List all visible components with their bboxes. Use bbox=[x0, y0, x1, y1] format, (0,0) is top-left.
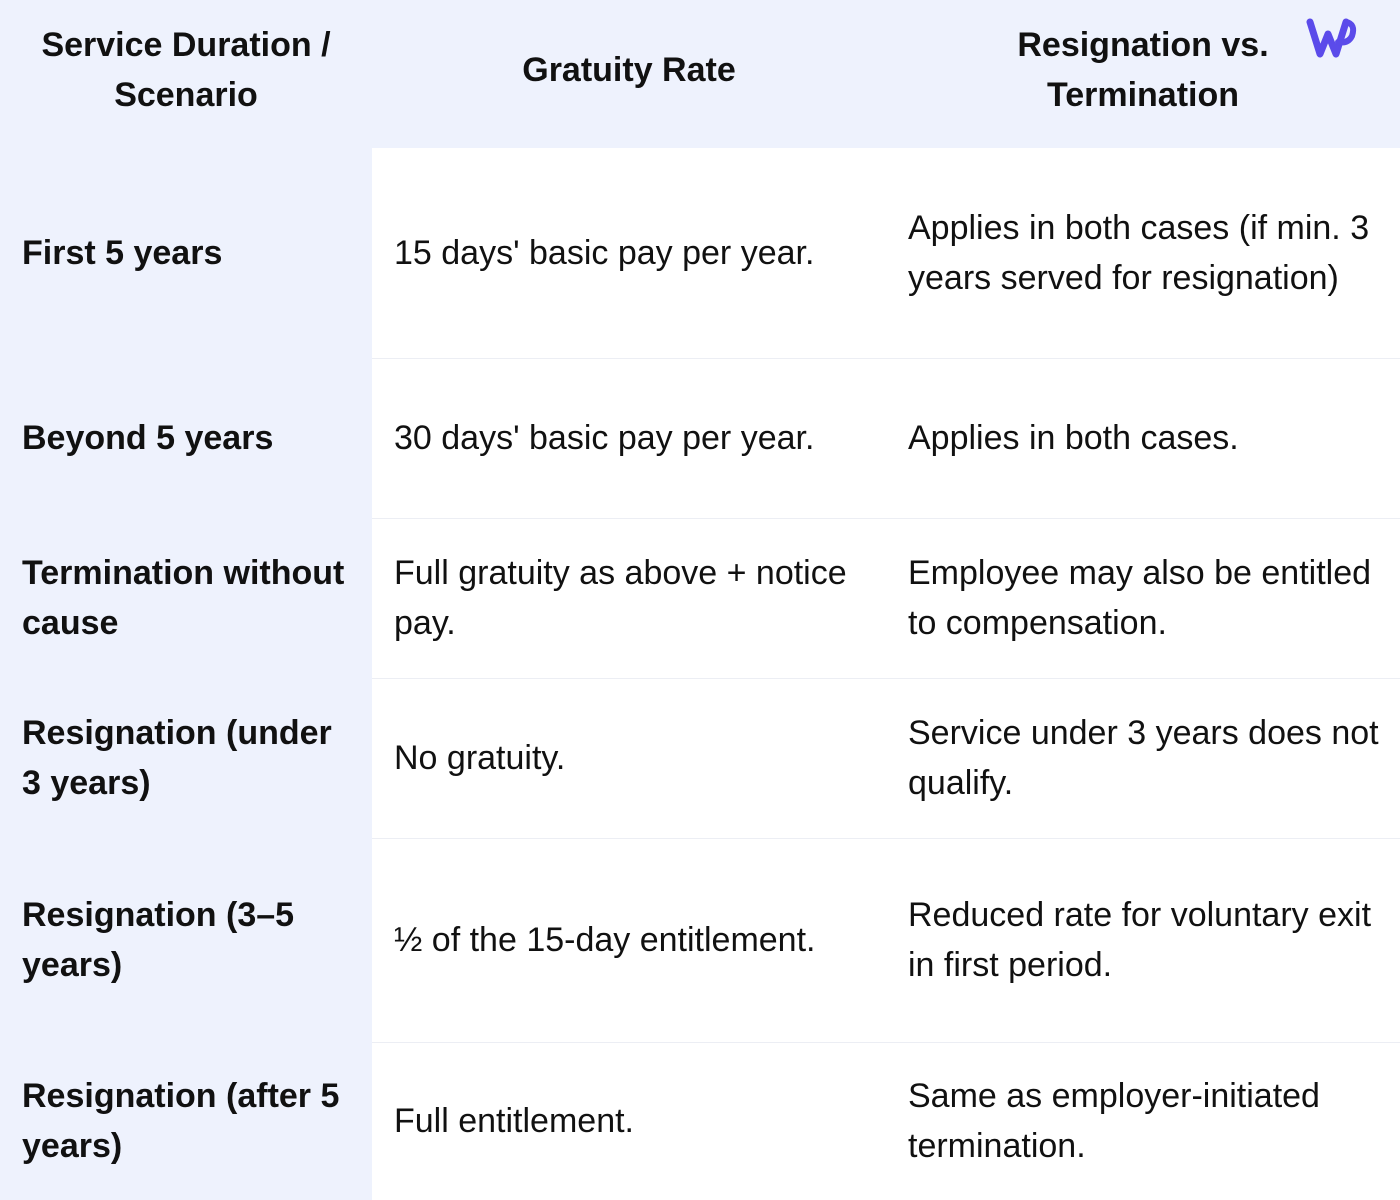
row-comparison: Applies in both cases. bbox=[908, 419, 1239, 457]
table-row bbox=[0, 838, 1400, 1042]
row-rate: 15 days' basic pay per year. bbox=[394, 234, 815, 272]
row-comparison: Service under 3 years does not qualify. bbox=[908, 714, 1379, 802]
table-header bbox=[0, 0, 1400, 148]
row-rate: 30 days' basic pay per year. bbox=[394, 419, 815, 457]
row-rate: No gratuity. bbox=[394, 739, 566, 777]
w-brand-logo-icon bbox=[1306, 18, 1360, 62]
row-scenario: Termination without cause bbox=[22, 554, 345, 642]
header-gratuity-rate bbox=[372, 0, 886, 140]
row-rate: ½ of the 15-day entitlement. bbox=[394, 921, 816, 959]
table-row bbox=[0, 678, 1400, 838]
table-row bbox=[0, 358, 1400, 518]
row-scenario: Beyond 5 years bbox=[22, 419, 274, 457]
header-service-duration bbox=[0, 0, 372, 140]
row-scenario: First 5 years bbox=[22, 234, 223, 272]
row-scenario: Resignation (under 3 years) bbox=[22, 714, 332, 802]
header-col1-label: Service Duration / Scenario bbox=[41, 26, 331, 114]
table-row bbox=[0, 1042, 1400, 1200]
row-scenario: Resignation (after 5 years) bbox=[22, 1077, 340, 1165]
row-comparison: Applies in both cases (if min. 3 years served for resignation) bbox=[908, 209, 1370, 297]
table-row bbox=[0, 518, 1400, 678]
row-rate: Full entitlement. bbox=[394, 1102, 634, 1140]
row-scenario: Resignation (3–5 years) bbox=[22, 896, 295, 984]
row-comparison: Same as employer-initiated termination. bbox=[908, 1077, 1320, 1165]
table-body bbox=[0, 148, 1400, 1200]
row-comparison: Reduced rate for voluntary exit in first period. bbox=[908, 896, 1372, 984]
header-col2-label: Gratuity Rate bbox=[522, 51, 736, 89]
row-rate: Full gratuity as above + notice pay. bbox=[394, 554, 847, 642]
table-row bbox=[0, 148, 1400, 358]
header-col3-label: Resignation vs. Termination bbox=[1017, 26, 1269, 114]
row-comparison: Employee may also be entitled to compensation. bbox=[908, 554, 1372, 642]
